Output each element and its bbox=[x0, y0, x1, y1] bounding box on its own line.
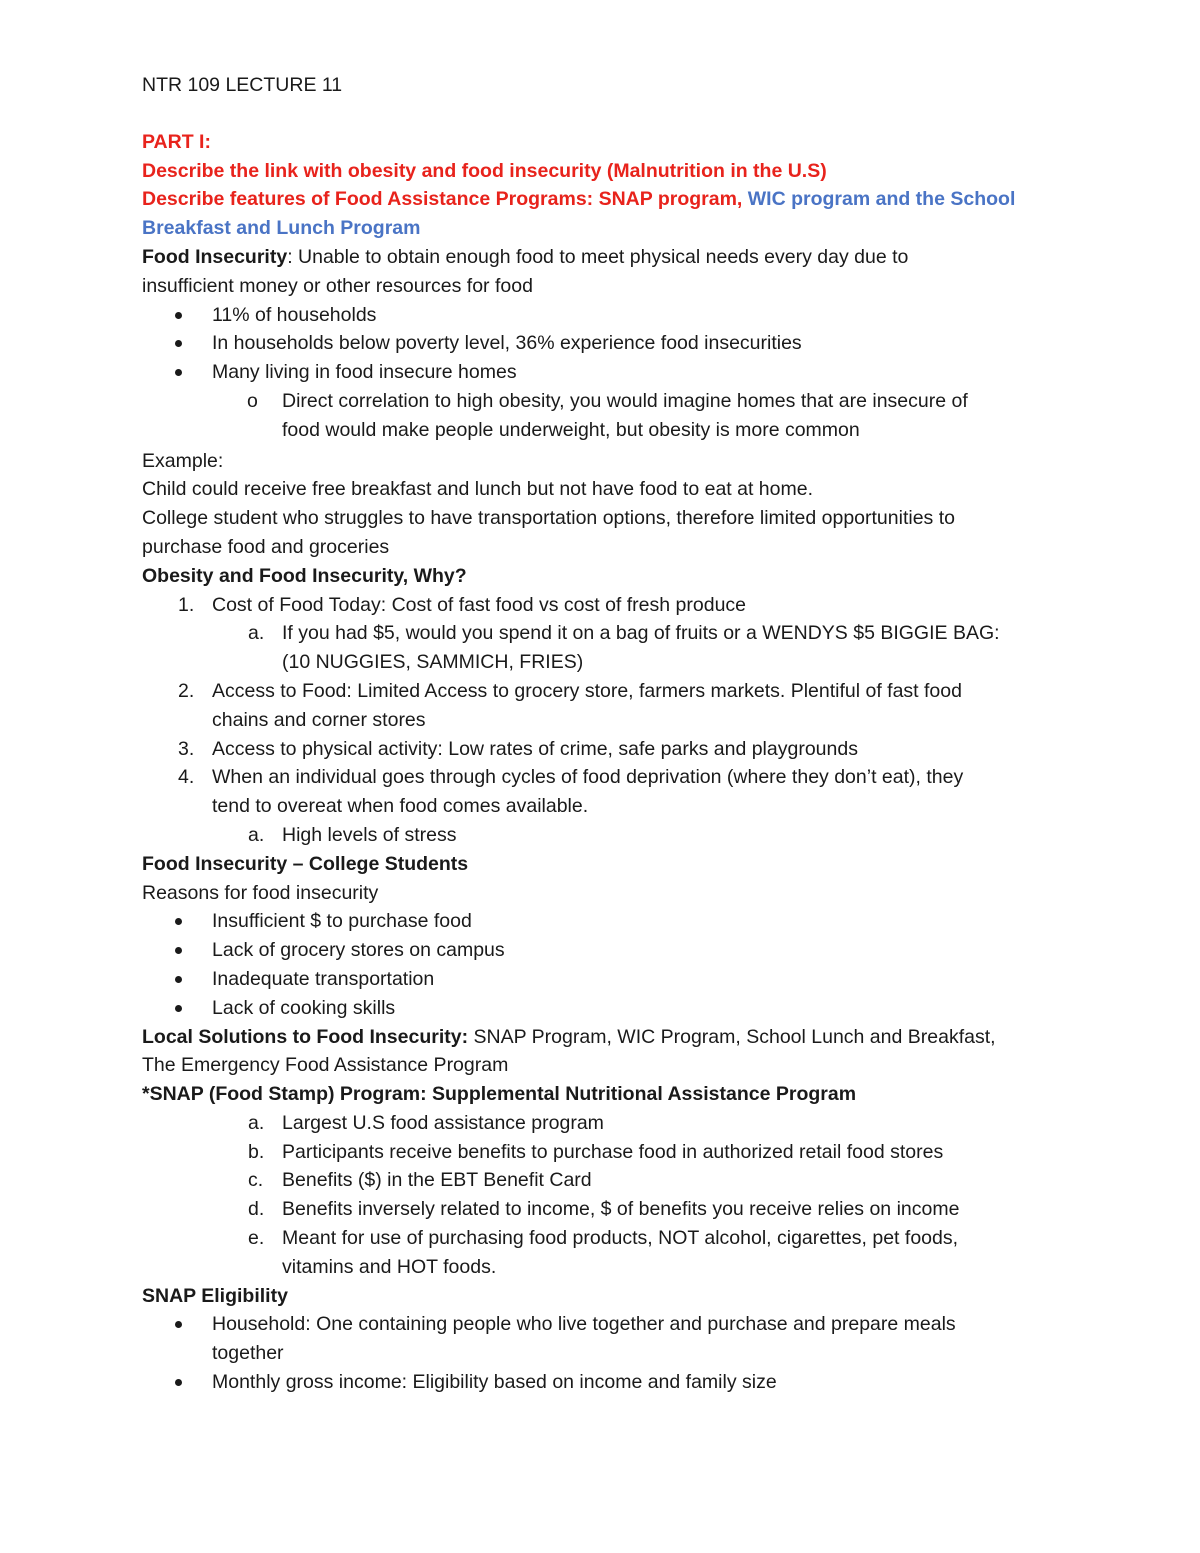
numbered-item-cont: tend to overeat when food comes available. bbox=[212, 795, 589, 818]
list-item-text: If you had $5, would you spend it on a bag of fruits or a WENDYS $5 BIGGIE BAG: bbox=[282, 622, 1000, 645]
lettered-item-cont: (10 NUGGIES, SAMMICH, FRIES) bbox=[282, 651, 584, 674]
bullet-icon bbox=[175, 312, 182, 319]
list-item-text: Direct correlation to high obesity, you would imagine homes that are insecure of bbox=[282, 389, 968, 412]
bullet-icon bbox=[175, 369, 182, 376]
numbered-item bbox=[142, 763, 1072, 792]
numbered-item bbox=[142, 591, 1072, 620]
food-insecurity-def-a: : Unable to obtain enough food to meet physical needs every day due to bbox=[287, 245, 909, 268]
objective-2-blue: WIC program and the School bbox=[747, 188, 1016, 211]
lettered-item bbox=[142, 1224, 1072, 1253]
sub-list-item bbox=[142, 387, 1072, 416]
list-item bbox=[142, 965, 1072, 994]
lettered-item bbox=[142, 1138, 1072, 1167]
item-number: 4. bbox=[178, 766, 195, 789]
objective-2-red: Describe features of Food Assistance Programs: SNAP program, bbox=[142, 188, 748, 211]
food-insecurity-definition bbox=[142, 243, 1072, 272]
document-body bbox=[142, 71, 1072, 1397]
list-item-text: Inadequate transportation bbox=[212, 967, 435, 990]
part-heading: PART I: bbox=[142, 130, 211, 153]
list-item bbox=[142, 994, 1072, 1023]
list-item bbox=[142, 329, 1072, 358]
list-item-text: Insufficient $ to purchase food bbox=[212, 910, 472, 933]
bullet-icon bbox=[175, 1321, 182, 1328]
item-letter: d. bbox=[248, 1198, 265, 1221]
example-2: College student who struggles to have transportation options, therefore limited opportunities to bbox=[142, 507, 955, 530]
bullet-icon bbox=[175, 1379, 182, 1386]
list-item-text: Cost of Food Today: Cost of fast food vs cost of fresh produce bbox=[212, 593, 747, 616]
numbered-item bbox=[142, 677, 1072, 706]
list-item-text: High levels of stress bbox=[282, 823, 457, 846]
numbered-item bbox=[142, 735, 1072, 764]
item-number: 2. bbox=[178, 679, 195, 702]
circle-bullet-icon: o bbox=[247, 389, 258, 412]
list-item-cont: together bbox=[212, 1342, 284, 1365]
doc-title: NTR 109 LECTURE 11 bbox=[142, 74, 343, 96]
local-solutions bbox=[142, 1023, 1072, 1052]
lettered-item bbox=[142, 1166, 1072, 1195]
why-heading: Obesity and Food Insecurity, Why? bbox=[142, 564, 467, 587]
item-letter: a. bbox=[248, 622, 265, 645]
list-item-text: Household: One containing people who live together and purchase and prepare meals bbox=[212, 1313, 956, 1336]
lettered-item bbox=[142, 1195, 1072, 1224]
local-solutions-text: SNAP Program, WIC Program, School Lunch and Breakfast, bbox=[468, 1025, 996, 1048]
list-item bbox=[142, 936, 1072, 965]
bullet-icon bbox=[175, 947, 182, 954]
list-item-text: 11% of households bbox=[212, 303, 377, 326]
list-item bbox=[142, 1368, 1072, 1397]
list-item-text: Participants receive benefits to purchase food in authorized retail food stores bbox=[282, 1140, 944, 1163]
example-label: Example: bbox=[142, 449, 224, 472]
numbered-item-cont: chains and corner stores bbox=[212, 708, 426, 731]
list-item-text: Monthly gross income: Eligibility based on income and family size bbox=[212, 1371, 777, 1394]
item-letter: c. bbox=[248, 1169, 264, 1192]
lettered-item-cont: vitamins and HOT foods. bbox=[282, 1255, 497, 1278]
item-letter: e. bbox=[248, 1227, 265, 1250]
lettered-item bbox=[142, 1109, 1072, 1138]
snap-heading: *SNAP (Food Stamp) Program: Supplemental Nutritional Assistance Program bbox=[142, 1083, 857, 1106]
food-insecurity-label: Food Insecurity bbox=[142, 245, 288, 268]
local-solutions-label: Local Solutions to Food Insecurity: bbox=[142, 1025, 469, 1048]
lettered-item bbox=[142, 821, 1072, 850]
list-item-text: Lack of cooking skills bbox=[212, 996, 396, 1019]
list-item-text: Benefits ($) in the EBT Benefit Card bbox=[282, 1169, 592, 1192]
list-item bbox=[142, 301, 1072, 330]
sub-list-item-cont: food would make people underweight, but obesity is more common bbox=[282, 418, 860, 441]
eligibility-heading: SNAP Eligibility bbox=[142, 1284, 288, 1307]
bullet-icon bbox=[175, 918, 182, 925]
list-item-text: Lack of grocery stores on campus bbox=[212, 939, 505, 962]
list-item-text: In households below poverty level, 36% experience food insecurities bbox=[212, 332, 802, 355]
local-solutions-cont: The Emergency Food Assistance Program bbox=[142, 1054, 509, 1077]
item-letter: b. bbox=[248, 1140, 265, 1163]
bullet-icon bbox=[175, 1005, 182, 1012]
item-letter: a. bbox=[248, 823, 265, 846]
item-number: 1. bbox=[178, 593, 195, 616]
example-1: Child could receive free breakfast and lunch but not have food to eat at home. bbox=[142, 478, 814, 501]
list-item-text: When an individual goes through cycles of food deprivation (where they don’t eat), they bbox=[212, 766, 964, 789]
list-item bbox=[142, 358, 1072, 387]
list-item-text: Access to physical activity: Low rates of crime, safe parks and playgrounds bbox=[212, 737, 858, 760]
list-item-text: Many living in food insecure homes bbox=[212, 361, 517, 384]
objective-1: Describe the link with obesity and food insecurity (Malnutrition in the U.S) bbox=[142, 159, 827, 182]
lettered-item bbox=[142, 619, 1072, 648]
list-item bbox=[142, 1310, 1072, 1339]
college-heading: Food Insecurity – College Students bbox=[142, 852, 469, 875]
example-2-cont: purchase food and groceries bbox=[142, 535, 390, 558]
list-item bbox=[142, 907, 1072, 936]
list-item-text: Largest U.S food assistance program bbox=[282, 1111, 604, 1134]
list-item-text: Benefits inversely related to income, $ of benefits you receive relies on income bbox=[282, 1198, 960, 1221]
bullet-icon bbox=[175, 976, 182, 983]
objective-2 bbox=[142, 185, 1072, 214]
list-item-text: Meant for use of purchasing food products, NOT alcohol, cigarettes, pet foods, bbox=[282, 1227, 959, 1250]
item-number: 3. bbox=[178, 737, 195, 760]
food-insecurity-def-b: insufficient money or other resources for food bbox=[142, 274, 533, 297]
bullet-icon bbox=[175, 340, 182, 347]
list-item-text: Access to Food: Limited Access to grocery store, farmers markets. Plentiful of fast food bbox=[212, 679, 962, 702]
item-letter: a. bbox=[248, 1111, 265, 1134]
objective-2-cont: Breakfast and Lunch Program bbox=[142, 217, 421, 240]
reasons-label: Reasons for food insecurity bbox=[142, 881, 379, 904]
